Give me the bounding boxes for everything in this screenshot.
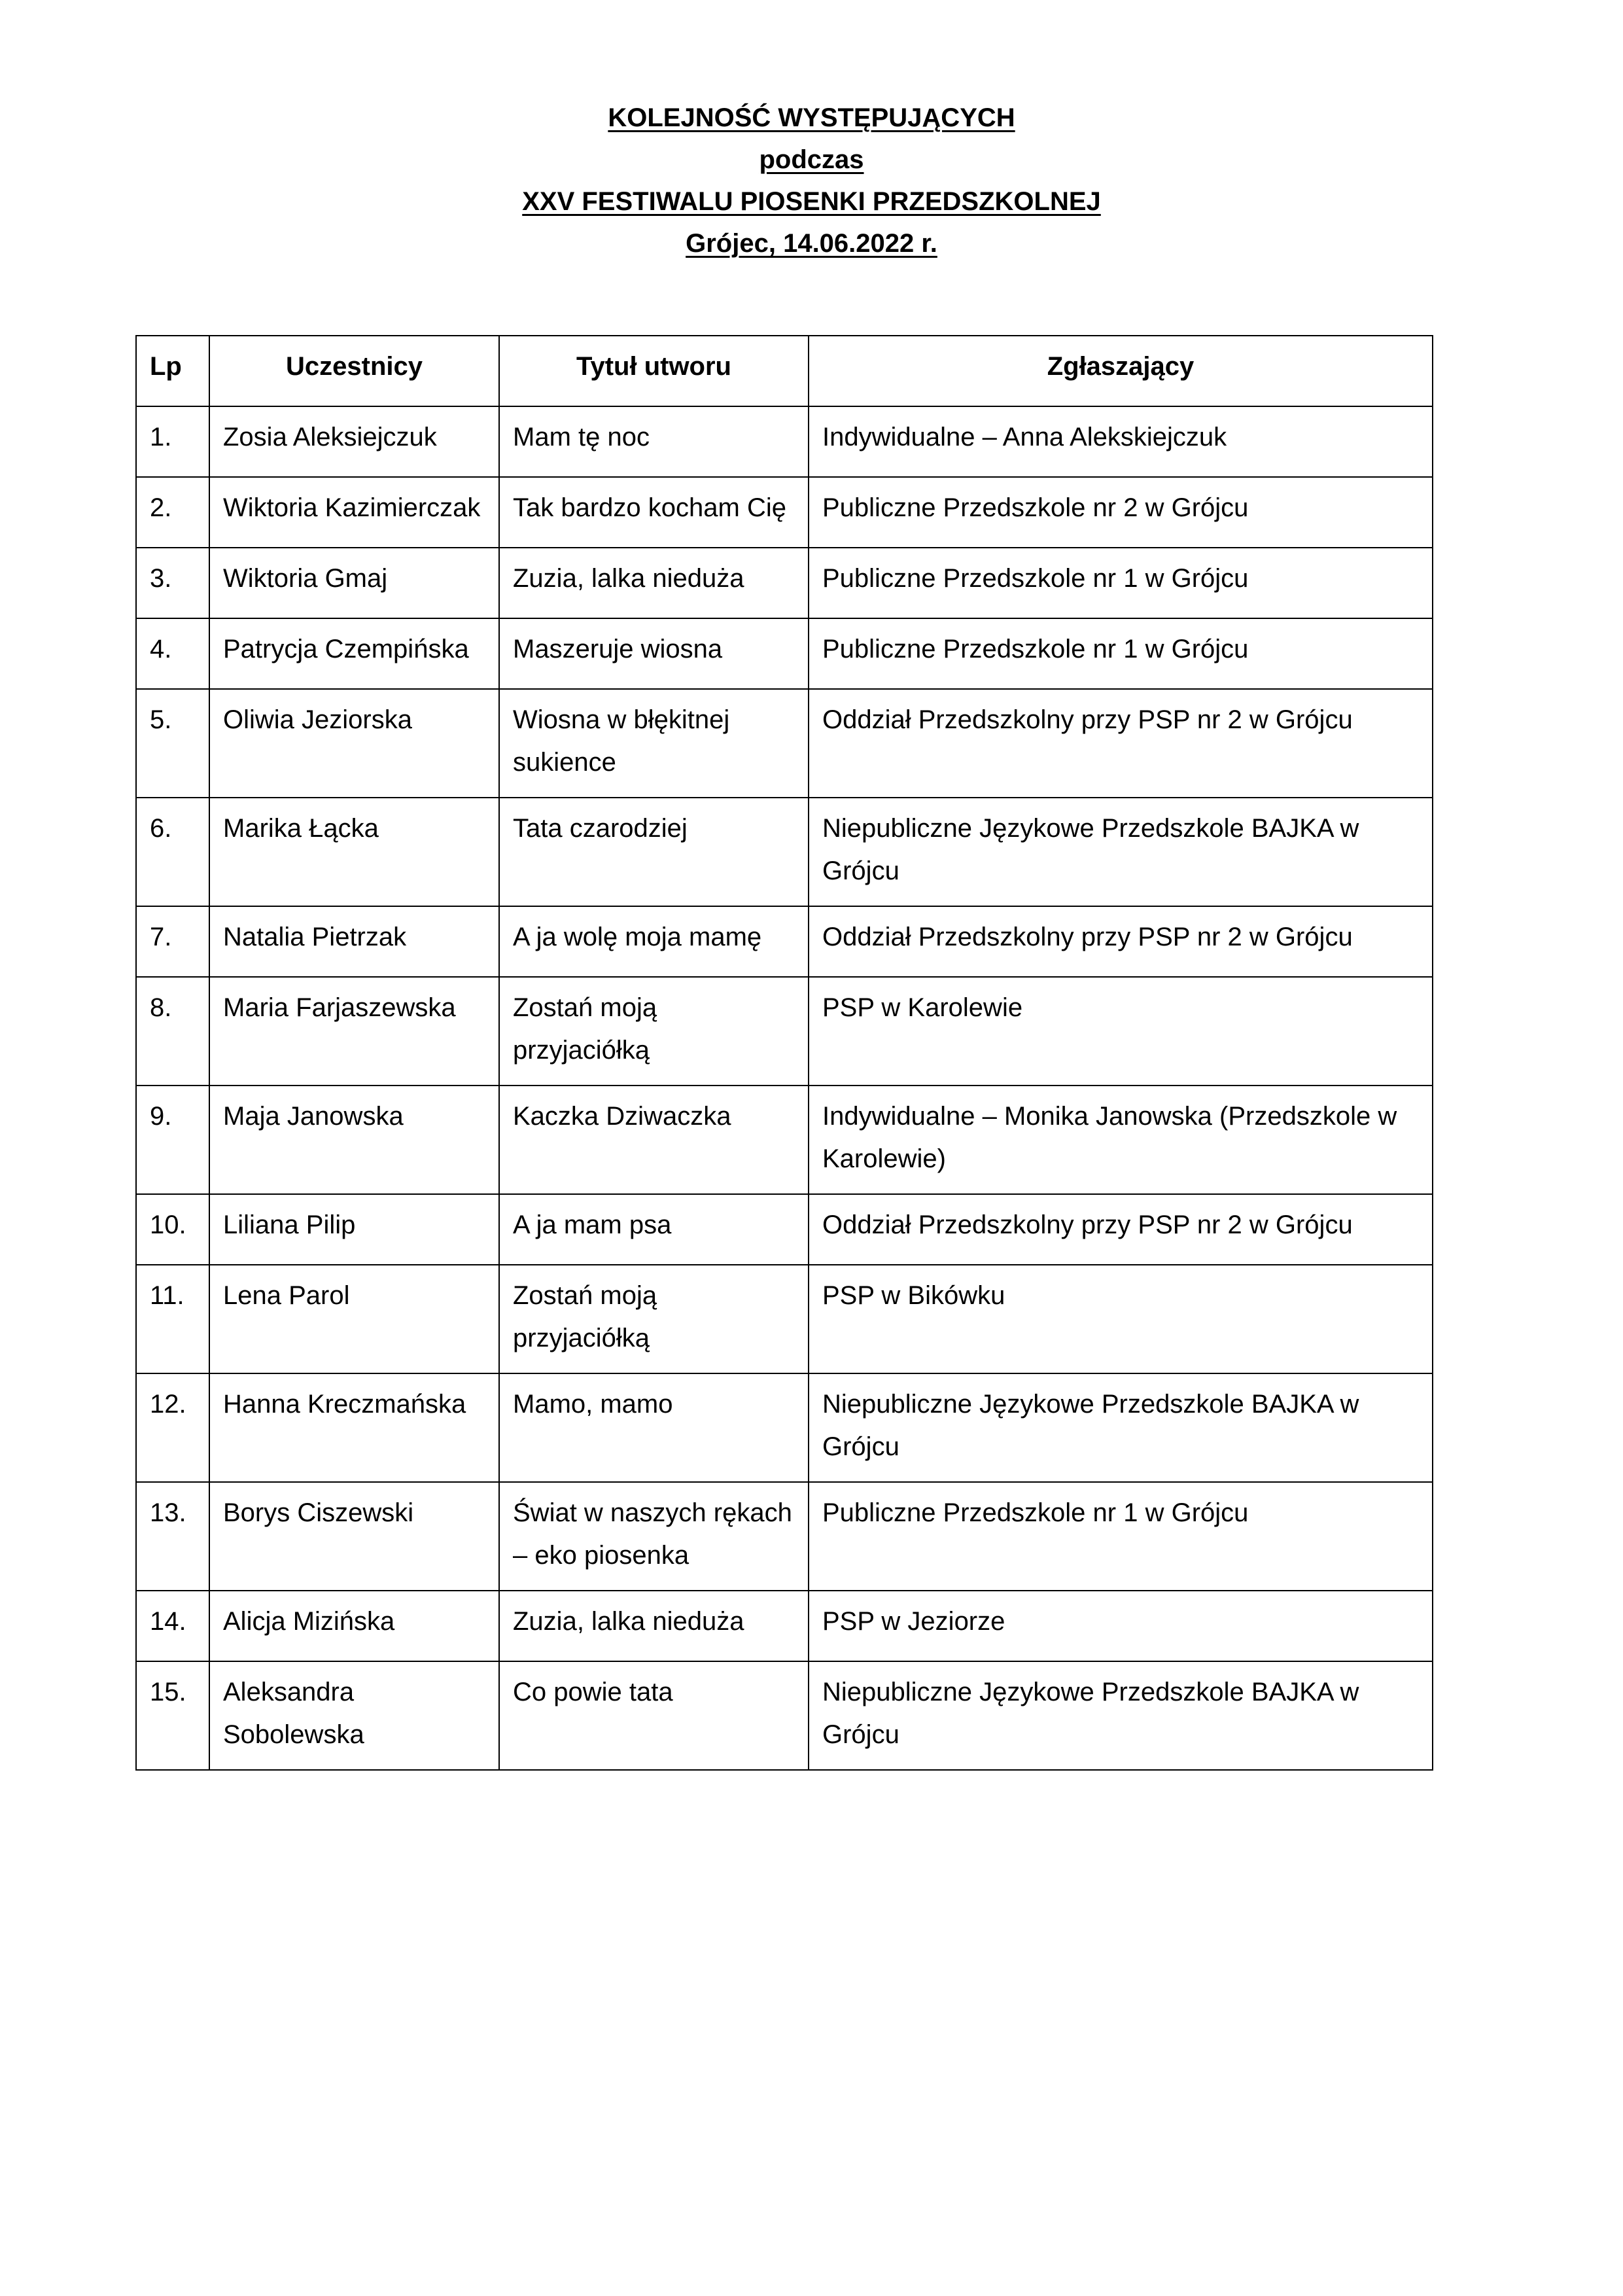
row-number: 3. bbox=[136, 548, 209, 618]
row-number: 5. bbox=[136, 689, 209, 798]
submitter: Publiczne Przedszkole nr 1 w Grójcu bbox=[809, 618, 1433, 689]
row-number: 9. bbox=[136, 1086, 209, 1194]
table-row bbox=[136, 798, 1433, 906]
song-title: A ja wolę moja mamę bbox=[499, 906, 809, 977]
place-and-date: Grójec, 14.06.2022 r. bbox=[686, 229, 937, 258]
table-row bbox=[136, 906, 1433, 977]
participant-name: Patrycja Czempińska bbox=[209, 618, 499, 689]
row-number: 12. bbox=[136, 1373, 209, 1482]
row-number: 8. bbox=[136, 977, 209, 1086]
table-row bbox=[136, 1194, 1433, 1265]
participant-name: Lena Parol bbox=[209, 1265, 499, 1373]
document-header bbox=[0, 97, 1623, 264]
song-title: Wiosna w błękitnej sukience bbox=[499, 689, 809, 798]
song-title: Tata czarodziej bbox=[499, 798, 809, 906]
submitter: Niepubliczne Językowe Przedszkole BAJKA w Grójcu bbox=[809, 1373, 1433, 1482]
table-row bbox=[136, 1086, 1433, 1194]
participant-name: Hanna Kreczmańska bbox=[209, 1373, 499, 1482]
song-title: Świat w naszych rękach – eko piosenka bbox=[499, 1482, 809, 1591]
participant-name: Liliana Pilip bbox=[209, 1194, 499, 1265]
submitter: Publiczne Przedszkole nr 2 w Grójcu bbox=[809, 477, 1433, 548]
table-row bbox=[136, 1265, 1433, 1373]
participant-name: Zosia Aleksiejczuk bbox=[209, 406, 499, 477]
performers-table bbox=[135, 335, 1433, 1771]
participant-name: Maja Janowska bbox=[209, 1086, 499, 1194]
row-number: 2. bbox=[136, 477, 209, 548]
row-number: 11. bbox=[136, 1265, 209, 1373]
document-title: KOLEJNOŚĆ WYSTĘPUJĄCYCH bbox=[608, 103, 1015, 132]
row-number: 15. bbox=[136, 1661, 209, 1770]
participant-name: Maria Farjaszewska bbox=[209, 977, 499, 1086]
song-title: Zuzia, lalka nieduża bbox=[499, 548, 809, 618]
song-title: Mamo, mamo bbox=[499, 1373, 809, 1482]
song-title: Tak bardzo kocham Cię bbox=[499, 477, 809, 548]
submitter: Oddział Przedszkolny przy PSP nr 2 w Grójcu bbox=[809, 689, 1433, 798]
submitter: Oddział Przedszkolny przy PSP nr 2 w Grójcu bbox=[809, 906, 1433, 977]
column-header-song-title: Tytuł utworu bbox=[499, 336, 809, 406]
submitter: PSP w Karolewie bbox=[809, 977, 1433, 1086]
participant-name: Wiktoria Kazimierczak bbox=[209, 477, 499, 548]
submitter: Niepubliczne Językowe Przedszkole BAJKA w Grójcu bbox=[809, 1661, 1433, 1770]
song-title: Zuzia, lalka nieduża bbox=[499, 1591, 809, 1661]
table-row bbox=[136, 1373, 1433, 1482]
song-title: Kaczka Dziwaczka bbox=[499, 1086, 809, 1194]
song-title: Maszeruje wiosna bbox=[499, 618, 809, 689]
row-number: 4. bbox=[136, 618, 209, 689]
document-subtitle-connector: podczas bbox=[759, 145, 864, 174]
submitter: Niepubliczne Językowe Przedszkole BAJKA w Grójcu bbox=[809, 798, 1433, 906]
song-title: Zostań moją przyjaciółką bbox=[499, 977, 809, 1086]
table-row bbox=[136, 406, 1433, 477]
row-number: 7. bbox=[136, 906, 209, 977]
table-row bbox=[136, 1661, 1433, 1770]
row-number: 1. bbox=[136, 406, 209, 477]
table-header-row bbox=[136, 336, 1433, 406]
row-number: 6. bbox=[136, 798, 209, 906]
song-title: Zostań moją przyjaciółką bbox=[499, 1265, 809, 1373]
column-header-submitter: Zgłaszający bbox=[809, 336, 1433, 406]
participant-name: Natalia Pietrzak bbox=[209, 906, 499, 977]
song-title: Co powie tata bbox=[499, 1661, 809, 1770]
column-header-lp: Lp bbox=[136, 336, 209, 406]
song-title: A ja mam psa bbox=[499, 1194, 809, 1265]
performers-table-wrapper bbox=[135, 335, 1432, 1771]
submitter: Indywidualne – Anna Alekskiejczuk bbox=[809, 406, 1433, 477]
participant-name: Aleksandra Sobolewska bbox=[209, 1661, 499, 1770]
participant-name: Oliwia Jeziorska bbox=[209, 689, 499, 798]
submitter: PSP w Jeziorze bbox=[809, 1591, 1433, 1661]
submitter: Indywidualne – Monika Janowska (Przedszkole w Karolewie) bbox=[809, 1086, 1433, 1194]
participant-name: Marika Łącka bbox=[209, 798, 499, 906]
column-header-participants: Uczestnicy bbox=[209, 336, 499, 406]
row-number: 13. bbox=[136, 1482, 209, 1591]
table-row bbox=[136, 977, 1433, 1086]
participant-name: Borys Ciszewski bbox=[209, 1482, 499, 1591]
submitter: PSP w Bikówku bbox=[809, 1265, 1433, 1373]
festival-name: XXV FESTIWALU PIOSENKI PRZEDSZKOLNEJ bbox=[522, 187, 1101, 216]
table-row bbox=[136, 477, 1433, 548]
table-row bbox=[136, 1482, 1433, 1591]
participant-name: Wiktoria Gmaj bbox=[209, 548, 499, 618]
table-row bbox=[136, 1591, 1433, 1661]
row-number: 10. bbox=[136, 1194, 209, 1265]
submitter: Publiczne Przedszkole nr 1 w Grójcu bbox=[809, 1482, 1433, 1591]
table-row bbox=[136, 618, 1433, 689]
row-number: 14. bbox=[136, 1591, 209, 1661]
participant-name: Alicja Mizińska bbox=[209, 1591, 499, 1661]
submitter: Publiczne Przedszkole nr 1 w Grójcu bbox=[809, 548, 1433, 618]
table-row bbox=[136, 689, 1433, 798]
song-title: Mam tę noc bbox=[499, 406, 809, 477]
submitter: Oddział Przedszkolny przy PSP nr 2 w Grójcu bbox=[809, 1194, 1433, 1265]
table-row bbox=[136, 548, 1433, 618]
